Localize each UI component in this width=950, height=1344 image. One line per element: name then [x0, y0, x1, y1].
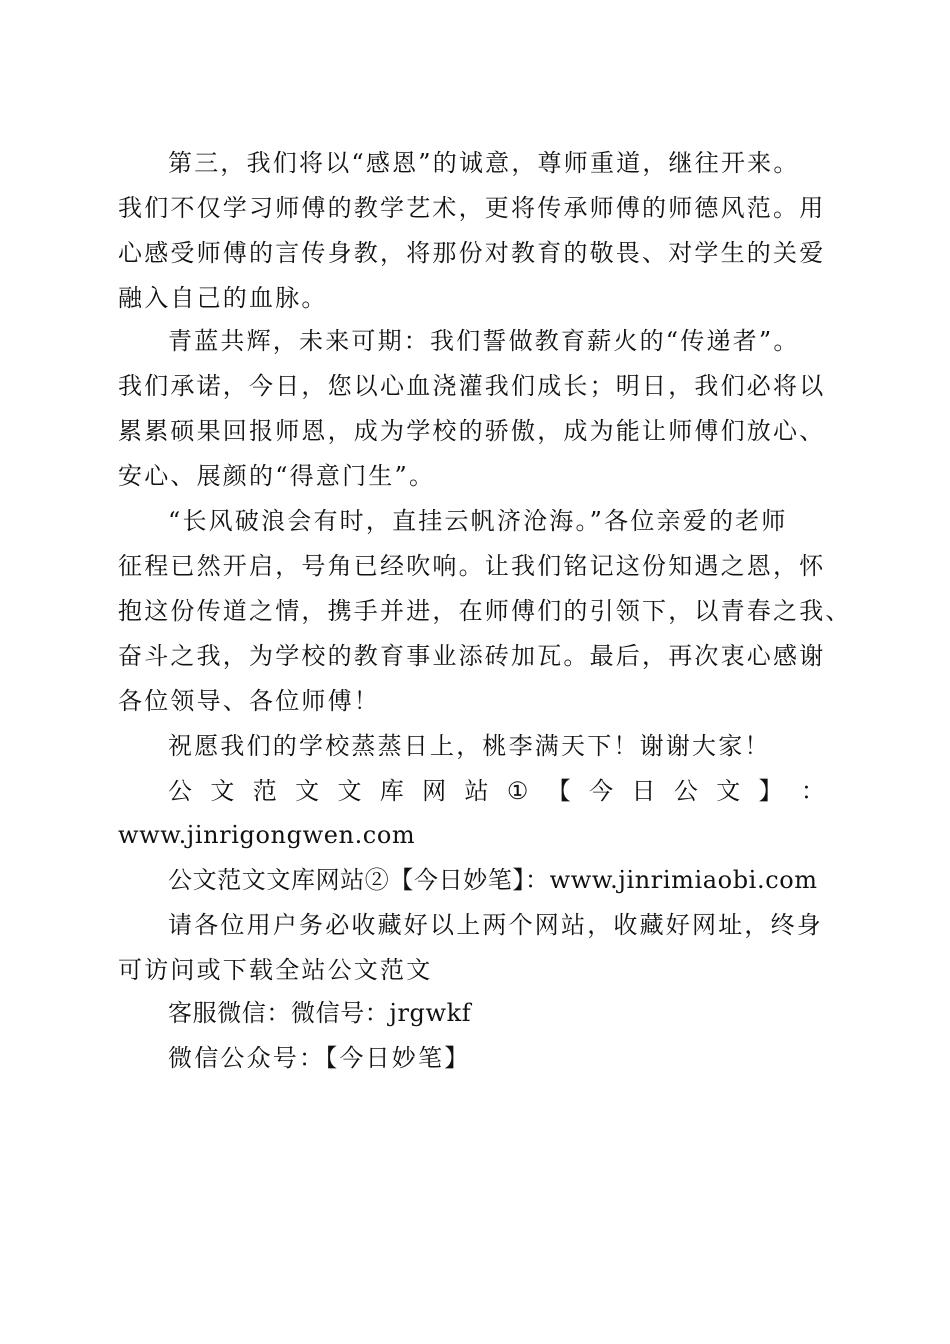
- paragraph-line: 征程已然开启，号角已经吹响。让我们铭记这份知遇之恩，怀: [118, 552, 826, 580]
- notice-line: 请各位用户务必收藏好以上两个网站，收藏好网址，终身: [168, 911, 823, 939]
- paragraph-line: “长风破浪会有时，直挂云帆济沧海。”各位亲爱的老师: [168, 507, 788, 535]
- site1-char: 【: [546, 777, 571, 805]
- site1-char: 文: [210, 777, 235, 805]
- notice-line: 可访问或下载全站公文范文: [118, 956, 433, 984]
- paragraph-line: 第三，我们将以“感恩”的诚意，尊师重道，继往开来。: [168, 149, 800, 177]
- site1-url: www.jinrigongwen.com: [118, 821, 416, 849]
- site1-char: 日: [631, 777, 656, 805]
- paragraph-line: 融入自己的血脉。: [118, 284, 328, 312]
- site1-char: 】: [758, 777, 783, 805]
- site1-char: 文: [716, 777, 741, 805]
- site1-char: 公: [673, 777, 698, 805]
- site1-char: 公: [168, 777, 192, 805]
- site1-char: ：: [800, 777, 825, 805]
- paragraph-line: 奋斗之我，为学校的教育事业添砖加瓦。最后，再次衷心感谢: [118, 642, 826, 670]
- official-account-line: 微信公众号：【今日妙笔】: [168, 1044, 471, 1072]
- paragraph-line: 我们承诺，今日，您以心血浇灌我们成长；明日，我们必将以: [118, 372, 826, 400]
- paragraph-line: 我们不仅学习师傅的教学艺术，更将传承师傅的师德风范。用: [118, 194, 826, 222]
- paragraph-line: 祝愿我们的学校蒸蒸日上，桃李满天下！谢谢大家！: [168, 732, 771, 760]
- site1-char: 站: [464, 777, 489, 805]
- site1-char: 范: [252, 777, 277, 805]
- site1-char: 库: [379, 777, 404, 805]
- paragraph-line: 青蓝共辉，未来可期：我们誓做教育薪火的“传递者”。: [168, 327, 800, 355]
- paragraph-line: 各位领导、各位师傅！: [118, 687, 380, 715]
- paragraph-line: 累累硕果回报师恩，成为学校的骄傲，成为能让师傅们放心、: [118, 417, 826, 445]
- site1-char: 文: [295, 777, 320, 805]
- paragraph-line: 心感受师傅的言传身教，将那份对教育的敬畏、对学生的关爱: [118, 239, 826, 267]
- site1-label: [168, 776, 825, 806]
- paragraph-line: 抱这份传道之情，携手并进，在师傅们的引领下，以青春之我、: [118, 597, 852, 625]
- wechat-line: 客服微信：微信号：jrgwkf: [168, 999, 472, 1027]
- site1-char: 文: [337, 777, 362, 805]
- site1-char: 网: [422, 777, 447, 805]
- site1-char: 今: [589, 777, 614, 805]
- site2-line: 公文范文文库网站②【今日妙笔】：www.jinrimiaobi.com: [168, 866, 818, 894]
- paragraph-line: 安心、展颜的“得意门生”。: [118, 462, 436, 490]
- site1-char: ①: [506, 777, 529, 805]
